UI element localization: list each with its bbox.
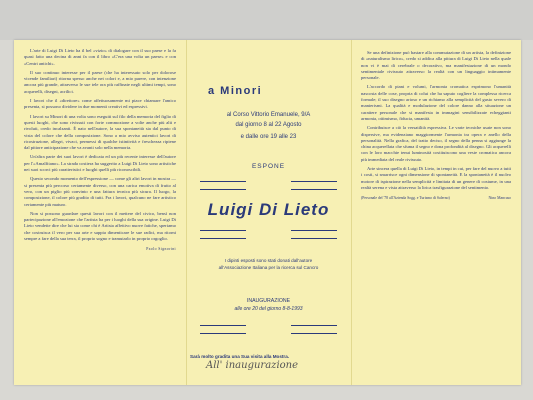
right-paragraph: Contribuisce a ciò la versatilità espressiva. Le varie tecniche usate non sono dispersive, ma evidenziano maggiormente l'armonia tra opera e anello della personalità. Nella grafica, del tratto deciso, il segno della penna si aggiunge la china acquerellata che sfuma il segno e dona profondità al disegno. Gli acquerelli con le loro macchie tenui luminosità costituiscono una veste cromatica ancora più immediata del reale rivissuto.	[361, 125, 511, 162]
left-paragraph: L'arte di Luigi Di Lieto ha il bel «vizio» di dialogare con il suo paese e la fa quasi fatto una decina di anni fa con il libro «C'era una volta un paese» e con «Centri antichi».	[24, 48, 176, 66]
divider	[291, 189, 337, 190]
left-paragraph: Il suo continuo interesse per il paese (che ha interessato solo per dolorose vicende familiari) ritorna spesso anche nei colori e, a mio parere, con intenzione ancora più grande, attraverso le sue tele ora più raffinate negli ultimi tempi, sono acquerelli, disegni, acrilici.	[24, 69, 176, 94]
divider	[200, 230, 246, 231]
invitation-sheet	[14, 40, 521, 385]
fold-line-right	[351, 40, 352, 385]
right-paragraph: L'accordo di piani e volumi, l'armonia cromatica esprimono l'umanità nascosta delle cose, propria di colui che ha saputo cogliere la complessa ricerca formale; il suo disegno arioso e un richiamo alla semplicità del gusto severo di manierismi. La qualità e modulazione del colore danno alla situazione un carattere personale che si manifesta in immagini sensibilizzate echeggianti armonia, ottimismo, fiducia, umanità.	[361, 84, 511, 121]
left-signature: Paolo Signorini	[146, 247, 176, 252]
inauguration-date: alle ore 20 del giorno 8-8-1993	[234, 306, 303, 312]
divider	[200, 238, 246, 239]
divider	[291, 181, 337, 182]
divider	[200, 189, 246, 190]
left-column-text	[24, 48, 176, 253]
divider	[200, 181, 246, 182]
left-paragraph: I lavori che il «direttore» come affettuosamente mi piace chiamare l'amico presenta, si possono dividere in due momenti creativi ed espressivi.	[24, 98, 176, 110]
divider	[200, 325, 246, 326]
left-paragraph: Un'altra parte dei suoi lavori è dedicata ed un più recente interesse dell'autore per l'«Amalfitano». La strada costiera ha suggerito a Luigi Di Lieto sono artistiche nei suoi scorci più caratteristici e luoghi quelli più riconoscibili.	[24, 154, 176, 173]
right-column-text	[361, 50, 511, 202]
exhibition-dates: dal giorno 8 al 22 Agosto	[235, 122, 302, 128]
artist-name: Luigi Di Lieto	[207, 200, 330, 219]
divider	[291, 230, 337, 231]
exhibition-hours: e dalle ore 19 alle 23	[240, 134, 297, 140]
background-top	[0, 0, 533, 40]
donation-note: I dipinti esposti sono stati donati dall'autore	[224, 258, 313, 263]
donation-note-2: all'Associazione Italiana per la ricerca sul Cancro	[218, 265, 319, 270]
espone-label: ESPONE	[251, 163, 286, 170]
left-paragraph: Questo secondo momento dell'espressione — come gli altri lavori in mostra — si presenta più percorso certamente diverso, con una carica emotiva di frutto al vero, con un piglio più convinto e una fattura tecnica più sicura. Il luogo, la composizione, il colore più gradito di tutti. Fra i lavori, qualcuno ne fare artistico certamente più maturo.	[24, 176, 176, 207]
inauguration-title: INAUGURAZIONE	[246, 298, 291, 304]
visit-invitation: Sarà molto gradita una Sua visita alla Mostra.	[190, 354, 290, 359]
divider	[291, 238, 337, 239]
right-paragraph: Arte sincera quella di Luigi Di Lieto, in tempi in cui, per fare del nuovo a tutti i costi, si smarrisce ogni dimensione di spontaneità. E la spontaneità è il nucleo motore di ispirazione nella semplicità e limitata di un genere di costume, in una realtà serena e vista attraverso la lirica trasfigurazione del sentimento.	[361, 166, 511, 190]
divider	[291, 333, 337, 334]
address: al Corso Vittorio Emanuele, 9/A	[226, 112, 311, 118]
quote-source: (Personale del '78 all'Azienda Sogg. e Turismo di Salerno)	[361, 196, 450, 201]
right-footer	[361, 195, 511, 201]
right-paragraph: Se una definizione può bastare alla commutazione di un artista, la definizione di «naturalismo lirico», credo si addica alla pittura di Luigi Di Lieto nella quale non vi è mai di cerebrale o decorativo, ma manifestazione di un mondo sentimentale rivissuto attraverso la realtà con un linguaggio intimamente personale.	[361, 50, 511, 81]
left-paragraph: I lavori su Minori di una volta sono eseguiti sul filo della memoria del figlio di questi luoghi, che sono rivissuti con forte commozione a volte anche più alti e rivoluti, credo incalzanti. È nato nell'autore, la sua spontaneità sia dal punto di vista del colore che della composizione. Sono a mio avviso autentici lavori di ricostruzione, allegri, vivaci, permessi di qualche istintività e freschezza ripiene dal pittore anticipazione che va avanti solo nella memoria.	[24, 113, 176, 151]
divider	[200, 333, 246, 334]
right-signature: Nino Mancuso	[488, 196, 511, 201]
handwritten-note: All' inaugurazione	[206, 360, 299, 371]
divider	[291, 325, 337, 326]
left-paragraph: Non si possono guardare questi lavori con il mettere del civico, bensì non partecipazione all'emozione che l'artista ha per i luoghi della sua origine. Luigi Di Lieto vendette dire che lui sia come chi è Artista affettivo nuove fatiche, speriamo che costruisca il vero per sua arte e sappia dimenticare le sue radici, ma ritorni sempre a fare della sua terra, il proprio sogno e tramutarlo in proprio orgoglio.	[24, 210, 176, 242]
middle-panel	[186, 40, 351, 385]
location-heading: a Minori	[208, 85, 263, 97]
